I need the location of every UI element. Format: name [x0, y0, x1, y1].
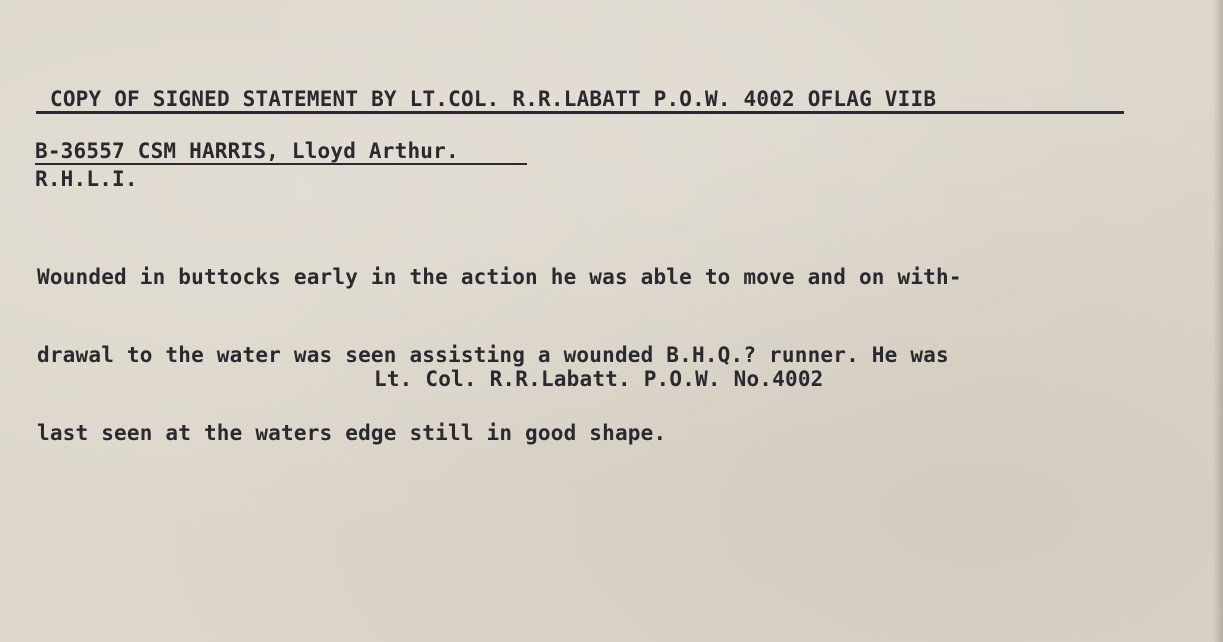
heading-underline: [36, 111, 1124, 114]
unit-abbreviation: R.H.L.I.: [35, 167, 138, 191]
service-number-and-name: B-36557 CSM HARRIS, Lloyd Arthur.: [35, 139, 459, 163]
statement-line: last seen at the waters edge still in good shape.: [37, 421, 667, 445]
statement-body: [37, 212, 962, 498]
document-heading: COPY OF SIGNED STATEMENT BY LT.COL. R.R.LABATT P.O.W. 4002 OFLAG VIIB: [50, 87, 937, 111]
statement-line: Wounded in buttocks early in the action he was able to move and on with-: [37, 265, 962, 289]
statement-line: drawal to the water was seen assisting a wounded B.H.Q.? runner. He was: [37, 343, 949, 367]
signature-line: Lt. Col. R.R.Labatt. P.O.W. No.4002: [374, 367, 824, 391]
name-underline: [35, 163, 527, 165]
paper-edge: [1213, 0, 1223, 642]
